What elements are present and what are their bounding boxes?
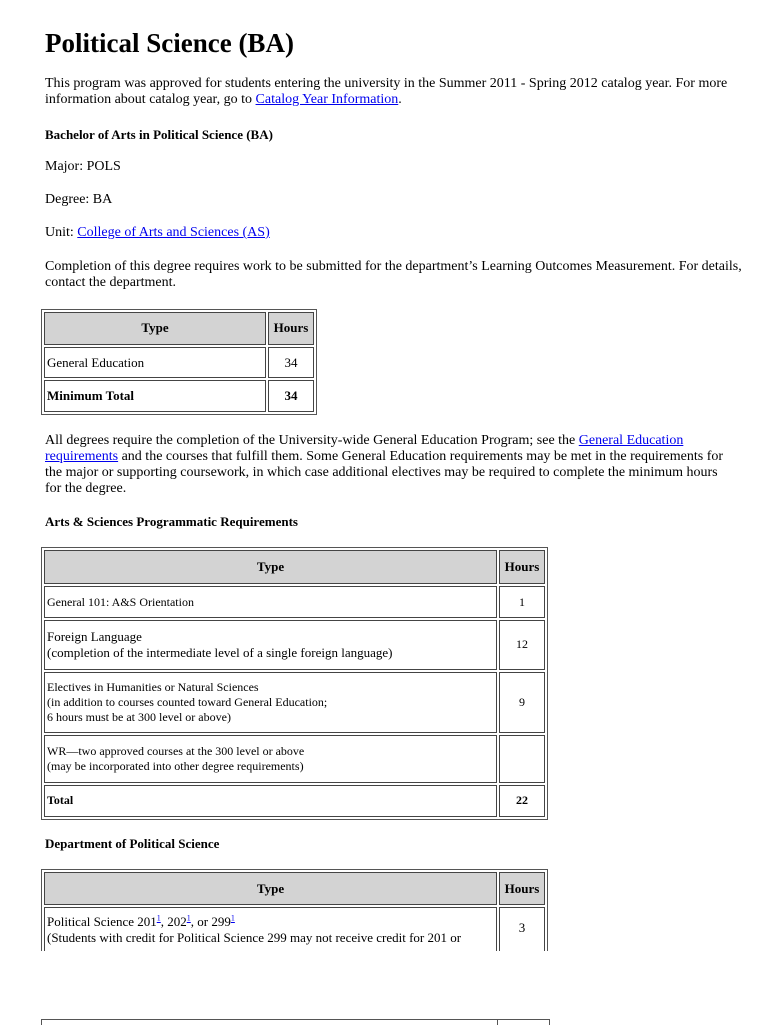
table-row [44,620,545,670]
table-header-row [44,550,545,584]
unit-line [45,225,270,241]
degree-line: Degree: BA [45,192,113,207]
row-line-1: Electives in Humanities or Natural Sciences [47,679,259,694]
footnote-link[interactable]: 1 [156,913,161,923]
table-header-row [44,872,545,905]
row-hours: 34 [268,347,314,379]
row-line-2: (may be incorporated into other degree requirements) [47,758,304,773]
gen-ed-table [41,309,317,415]
table-row [44,735,545,783]
table-header-row [44,312,314,345]
next-table-divider [497,1020,498,1025]
row-hours [499,735,545,783]
row-line-2: (in addition to courses counted toward General Education; [47,694,328,709]
degree-heading: Bachelor of Arts in Political Science (BA) [45,127,273,142]
row-line-2: (Students with credit for Political Science 299 may not receive credit for 201 or [47,930,462,945]
dept-table [41,869,548,951]
course-text: , 202 [160,914,187,929]
total-label: Total [44,785,497,817]
total-hours: 34 [268,380,314,412]
page-title: Political Science (BA) [45,28,294,58]
row-type [44,620,497,670]
outcomes-note: Completion of this degree requires work to be submitted for the department’s Learning Outcomes Measurement. For details, contact the department. [45,259,742,290]
col-header-type: Type [44,550,497,584]
row-line-2: (completion of the intermediate level of a single foreign language) [47,644,393,660]
table-row [44,586,545,617]
major-line: Major: POLS [45,159,121,174]
row-type: General Education [44,347,266,379]
row-line-1: Foreign Language [47,628,142,644]
footnote-link[interactable]: 1 [230,913,235,923]
course-text: Political Science 201 [47,914,157,929]
row-hours: 3 [499,907,545,951]
col-header-type: Type [44,312,266,345]
total-hours: 22 [499,785,545,817]
dept-heading: Department of Political Science [45,836,220,851]
gen-ed-note-before: All degrees require the completion of the University-wide General Education Program; see the [45,433,579,448]
col-header-hours: Hours [499,550,545,584]
total-label: Minimum Total [44,380,266,412]
row-type [44,672,497,733]
row-type [44,907,497,951]
as-requirements-table [41,547,548,820]
intro-after: . [398,92,402,107]
table-row [44,672,545,733]
row-line-1: General 101: A&S Orientation [47,594,194,609]
row-line-1 [47,914,496,930]
row-hours: 1 [499,586,545,617]
col-header-hours: Hours [499,872,545,905]
intro-text: This program was approved for students entering the university in the Summer 2011 - Spring 2012 catalog year. For more information about catalog year, go to [45,76,728,107]
gen-ed-requirements-link[interactable]: General Education requirements [45,433,684,464]
course-text: , or 299 [190,914,231,929]
next-table-top-edge [41,1019,550,1025]
gen-ed-note [45,433,737,497]
unit-label: Unit: [45,225,78,240]
intro-paragraph [45,76,745,108]
footnote-link[interactable]: 1 [186,913,191,923]
gen-ed-note-after: and the courses that fulfill them. Some General Education requirements may be met in the requirements for the major or supporting coursework, in which case additional electives may be required to complete the minimum hours for the degree. [45,449,724,496]
dept-table-clip [41,869,551,951]
row-hours: 9 [499,672,545,733]
row-line-1: WR—two approved courses at the 300 level or above [47,743,305,758]
as-heading: Arts & Sciences Programmatic Requirements [45,514,298,529]
catalog-year-link[interactable]: Catalog Year Information [255,92,399,107]
table-row [44,347,314,379]
row-line-3: 6 hours must be at 300 level or above) [47,709,231,724]
college-link[interactable]: College of Arts and Sciences (AS) [77,225,270,240]
row-type [44,735,497,783]
table-total-row [44,785,545,817]
table-total-row [44,380,314,412]
row-type [44,586,497,617]
table-row [44,907,545,951]
col-header-hours: Hours [268,312,314,345]
row-hours: 12 [499,620,545,670]
col-header-type: Type [44,872,497,905]
